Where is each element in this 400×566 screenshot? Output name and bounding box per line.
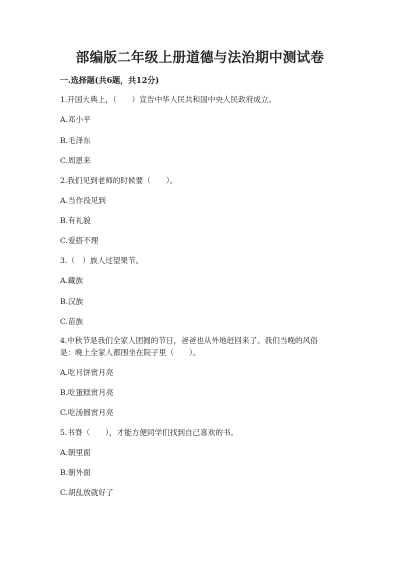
question-1-option-c: C.周恩来 (60, 156, 91, 165)
question-3-option-a: A.藏族 (60, 276, 84, 285)
section-heading: 一.选择题(共6题，共12分) (60, 75, 160, 85)
question-1-stem: 1.开国大典上，（ ）宣告中华人民共和国中央人民政府成立。 (60, 95, 277, 104)
question-2-stem: 2.我们见到老师的时候要（ ）。 (60, 176, 178, 185)
question-3-option-b: B.汉族 (60, 297, 84, 306)
question-4-stem-line-2: 是：晚上全家人都围坐在院子里（ ）。 (60, 348, 201, 357)
question-5-option-b: B.朝外面 (60, 468, 91, 477)
question-5-option-a: A.朝里面 (60, 448, 91, 457)
question-2-option-a: A.当作没见到 (60, 196, 106, 205)
question-4-stem-line-1: 4.中秋节是我们全家人团圆的节日，爸爸也从外地赶回来了。我们当晚的风俗 (60, 336, 318, 345)
question-5-option-c: C.胡乱放就好了 (60, 488, 114, 497)
question-5-stem: 5.书脊（ ），才能方便同学们找到自己喜欢的书。 (60, 428, 239, 437)
question-4-option-c: C.吃汤圆赏月亮 (60, 408, 114, 417)
question-2-option-c: C.爱搭不理 (60, 236, 99, 245)
question-1-option-a: A.邓小平 (60, 115, 91, 124)
question-2-option-b: B.有礼貌 (60, 216, 91, 225)
question-4-option-b: B.吃蛋糕赏月亮 (60, 388, 114, 397)
question-4-option-a: A.吃月饼赏月亮 (60, 368, 114, 377)
question-3-stem: 3.（ ）族人过望果节。 (60, 256, 144, 265)
question-1-option-b: B.毛泽东 (60, 136, 91, 145)
question-3-option-c: C.苗族 (60, 317, 84, 326)
page-title: 部编版二年级上册道德与法治期中测试卷 (75, 50, 325, 66)
